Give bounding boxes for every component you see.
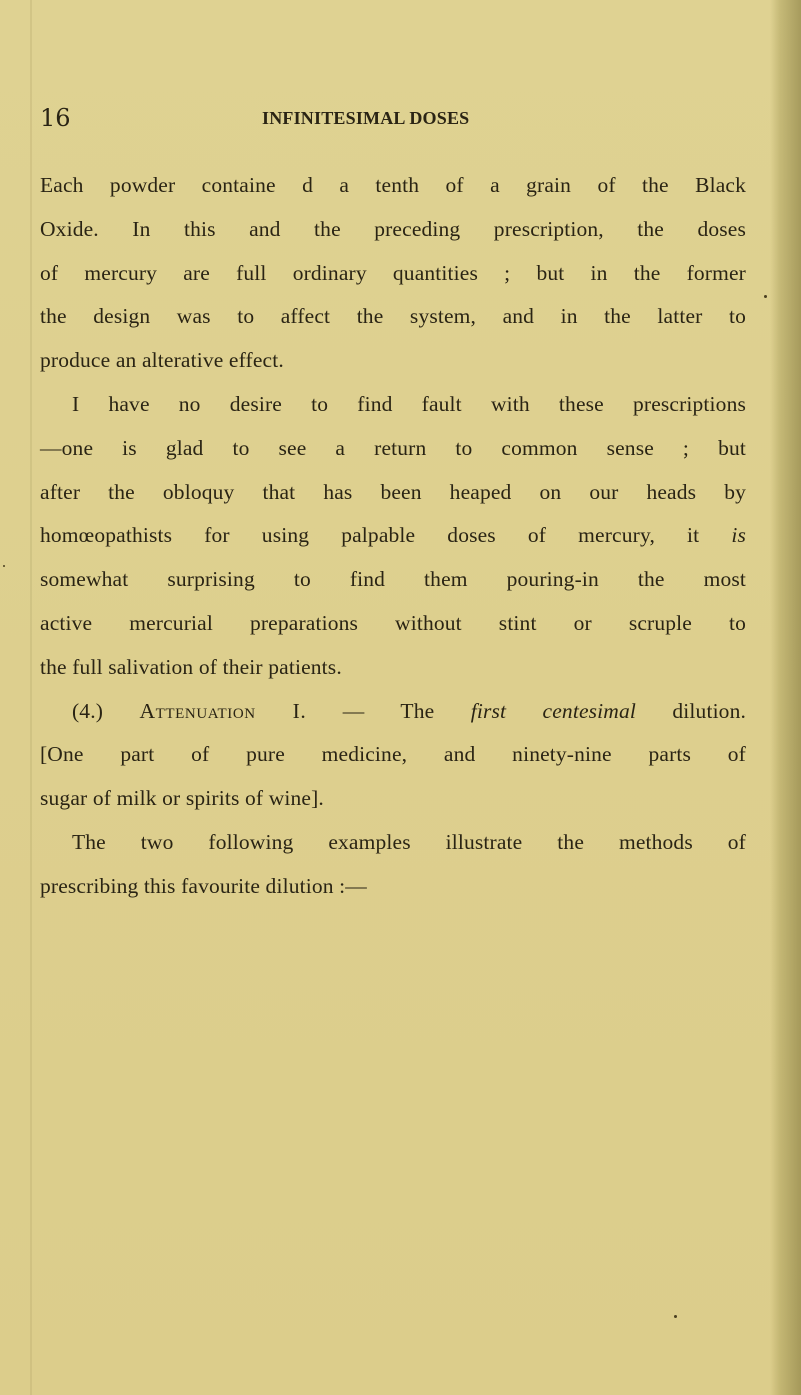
page-number: 16 bbox=[40, 104, 71, 132]
text-line: Each powder containe d a tenth of a grain of the Black bbox=[40, 173, 746, 197]
text-line: prescribing this favourite dilution :— bbox=[40, 873, 367, 898]
text-line: active mercurial preparations without stint or scruple to bbox=[40, 610, 746, 635]
text-line: The two following examples illustrate the methods of bbox=[72, 829, 746, 854]
text-line: produce an alterative effect. bbox=[40, 348, 284, 373]
text-segment: homœopathists for using palpable doses of mercury, it bbox=[40, 523, 732, 548]
text-line: of mercury are full ordinary quantities ; but in the former bbox=[40, 260, 746, 285]
italic-phrase: first centesimal bbox=[470, 698, 636, 723]
paper-speck bbox=[674, 1315, 677, 1318]
heading-dash: — The bbox=[306, 698, 471, 723]
heading-rest: dilution. bbox=[635, 698, 747, 723]
text-line: after the obloquy that has been heaped on our heads by bbox=[40, 479, 746, 504]
text-line: —one is glad to see a return to common sense ; but bbox=[40, 435, 746, 460]
text-line: the design was to affect the system, and in the latter to bbox=[40, 304, 746, 329]
running-title: INFINITESIMAL DOSES bbox=[262, 108, 470, 128]
paragraph-2 bbox=[40, 383, 746, 690]
page-gutter-shadow bbox=[30, 0, 32, 1395]
italic-word: is bbox=[731, 523, 746, 548]
body-text bbox=[40, 164, 746, 909]
text-line: I have no desire to find fault with these prescriptions bbox=[72, 391, 746, 416]
paragraph-4 bbox=[40, 821, 746, 909]
text-line: [One part of pure medicine, and ninety-nine parts of bbox=[40, 742, 746, 767]
text-line-with-italic bbox=[40, 514, 746, 558]
running-head bbox=[40, 104, 740, 134]
paper-speck bbox=[3, 565, 5, 567]
paper-speck bbox=[764, 295, 767, 298]
paragraph-1 bbox=[40, 164, 746, 383]
section-number: (4.) bbox=[72, 698, 104, 723]
text-line: somewhat surprising to find them pouring-in the most bbox=[40, 567, 746, 592]
text-line: the full salivation of their patients. bbox=[40, 654, 342, 679]
paragraph-3 bbox=[40, 690, 746, 821]
text-line: sugar of milk or spirits of wine]. bbox=[40, 786, 324, 811]
section-heading-line bbox=[40, 690, 746, 734]
section-label: Attenuation I. bbox=[139, 698, 307, 723]
text-line: Oxide. In this and the preceding prescription, the doses bbox=[40, 216, 746, 241]
